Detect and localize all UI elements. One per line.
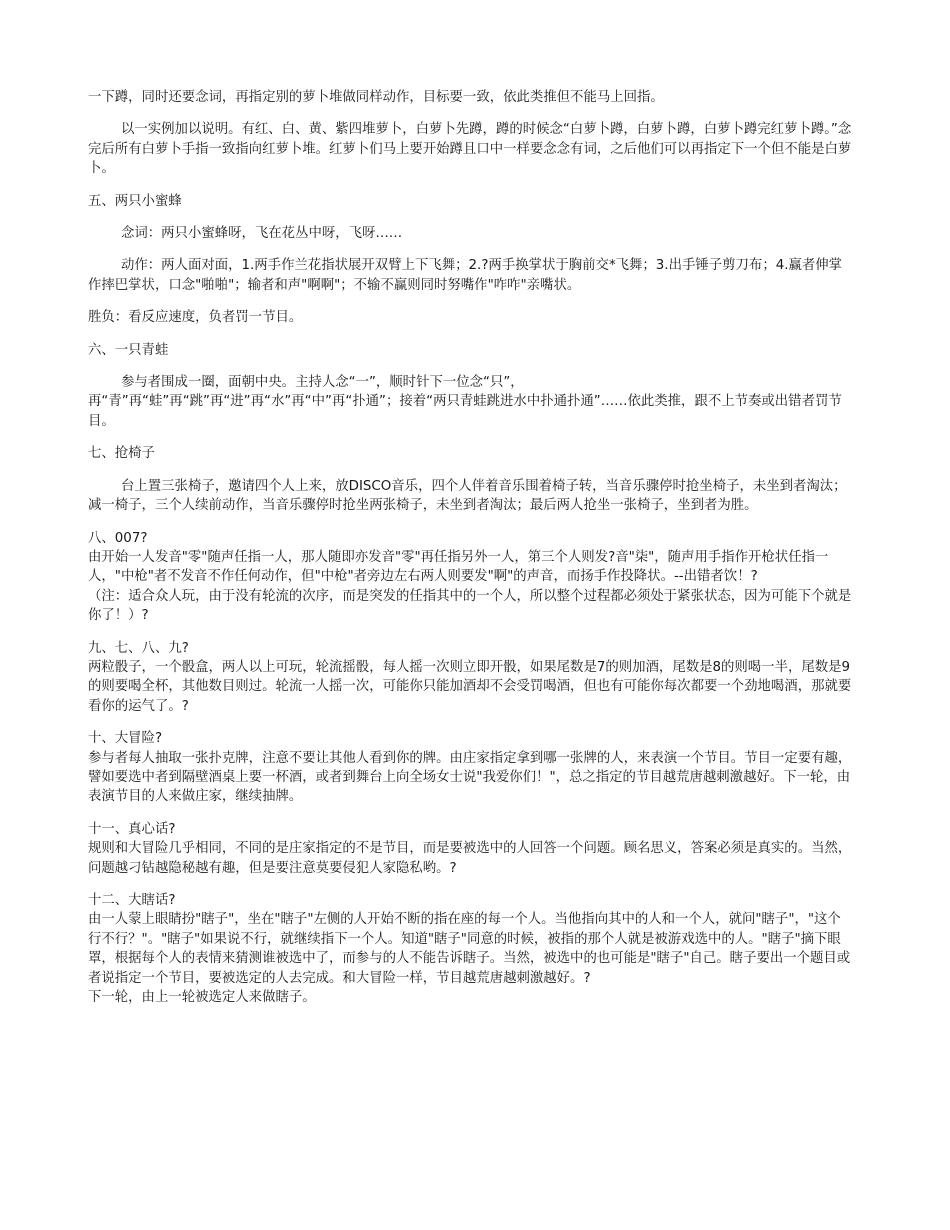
- paragraph-6-line1: 参与者围成一圈，面朝中央。主持人念“一”，顺时针下一位念“只”，: [121, 375, 524, 391]
- section-heading-8: 八、007?: [88, 530, 148, 546]
- paragraph-example: 以一实例加以说明。有红、白、黄、紫四堆萝卜，白萝卜先蹲，蹲的时候念“白萝卜蹲，白萝卜蹲，白萝卜蹲完红萝卜蹲。”念完后所有白萝卜手指一致指向红萝卜堆。红萝卜们马上要开始蹲且口中一样要念念有词，之后他们可以再指定下一个但不能是白萝卜。: [88, 122, 852, 177]
- paragraph-7: 台上置三张椅子，邀请四个人上来，放DISCO音乐，四个人伴着音乐围着椅子转，当音乐骤停时抢坐椅子，未坐到者淘汰；减一椅子，三个人续前动作，当音乐骤停时抢坐两张椅子，未坐到者淘汰；最后两人抢坐一张椅子，坐到者为胜。: [88, 478, 847, 514]
- section-heading-10: 十、大冒险?: [88, 731, 163, 747]
- section-heading-12: 十二、大瞎话?: [88, 893, 176, 908]
- paragraph-intro: 一下蹲，同时还要念词，再指定别的萝卜堆做同样动作，目标要一致，依此类推但不能马上回指。: [88, 90, 664, 105]
- paragraph-12-last: 下一轮，由上一轮被选定人来做瞎子。: [88, 990, 316, 1006]
- paragraph-8: 由开始一人发音"零"随声任指一人，那人随即亦发音"零"再任指另外一人，第三个人则发?音"柒"，随声用手指作开枪状任指一人，"中枪"者不发音不作任何动作，但"中枪"者旁边左右两人则要发"啊"的声音，而扬手作投降状。--出错者饮！?: [88, 549, 829, 585]
- paragraph-10: 参与者每人抽取一张扑克牌，注意不要让其他人看到你的牌。由庄家指定拿到哪一张牌的人，来表演一个节目。节目一定要有趣，譬如要选中者到隔壁酒桌上要一杯酒，或者到舞台上向全场女士说"我爱你们！"，总之指定的节目越荒唐越刺激越好。下一轮，由表演节目的人来做庄家，继续抽牌。: [88, 750, 852, 805]
- spacer: [88, 626, 854, 639]
- section-heading-6: 六、一只青蛙: [88, 342, 169, 358]
- section-heading-5: 五、两只小蜜蜂: [88, 193, 182, 209]
- spacer: [88, 878, 854, 891]
- paragraph-11: 规则和大冒险几乎相同，不同的是庄家指定的不是节目，而是要被选中的人回答一个问题。顾名思义，答案必须是真实的。当然，问题越刁钻越隐秘越有趣，但是要注意莫要侵犯人家隐私哟。?: [88, 841, 852, 876]
- spacer: [88, 807, 854, 820]
- section-heading-7: 七、抢椅子: [88, 446, 155, 462]
- section-heading-9: 九、七、八、九?: [88, 640, 189, 656]
- paragraph-5-action: 动作：两人面对面，1.两手作兰花指状展开双臂上下飞舞；2.?两手换掌状于胸前交*飞舞；3.出手锤子剪刀布；4.赢者伸掌作摔巴掌状，口念"啪啪"；输者和声"啊啊"；不输不赢则同时努嘴作"咋咋"亲嘴状。: [88, 258, 843, 293]
- paragraph-8-note: （注：适合众人玩，由于没有轮流的次序，而是突发的任指其中的一个人，所以整个过程都必须处于紧张状态，因为可能下个就是你了！）?: [88, 588, 852, 624]
- paragraph-6-line2: 再“青”再“蛙”再“跳”再“进”再“水”再“中”再“扑通”；接着“两只青蛙跳进水中扑通扑通”……依此类推，跟不上节奏或出错者罚节目。: [88, 394, 842, 429]
- paragraph-5-result: 胜负：看反应速度，负者罚一节目。: [88, 310, 303, 326]
- paragraph-5-words: 念词：两只小蜜蜂呀，飞在花丛中呀，飞呀……: [121, 226, 403, 242]
- document-page: [88, 88, 854, 1007]
- section-heading-11: 十一、真心话?: [88, 821, 176, 837]
- paragraph-9: 两粒骰子，一个骰盒，两人以上可玩，轮流摇骰，每人摇一次则立即开骰，如果尾数是7的则加酒，尾数是8的则喝一半，尾数是9的则要喝全杯，其他数目则过。轮流一人摇一次，可能你只能加酒却不会受罚喝酒，但也有可能你每次都要一个劲地喝酒，那就要看你的运气了。?: [88, 659, 852, 714]
- spacer: [88, 716, 854, 729]
- paragraph-12: 由一人蒙上眼睛扮"瞎子"，坐在"瞎子"左侧的人开始不断的指在座的每一个人。当他指向其中的人和一个人，就问"瞎子"，"这个行不行？"。"瞎子"如果说不行，就继续指下一个人。知道"瞎子"同意的时候，被指的那个人就是被游戏选中的人。"瞎子"摘下眼罩，根据每个人的表情来猜测谁被选中了，而参与的人不能告诉瞎子。当然，被选中的也可能是"瞎子"自己。瞎子要出一个题目或者说指定一个节目，要被选定的人去完成。和大冒险一样，节目越荒唐越刺激越好。?: [88, 912, 851, 986]
